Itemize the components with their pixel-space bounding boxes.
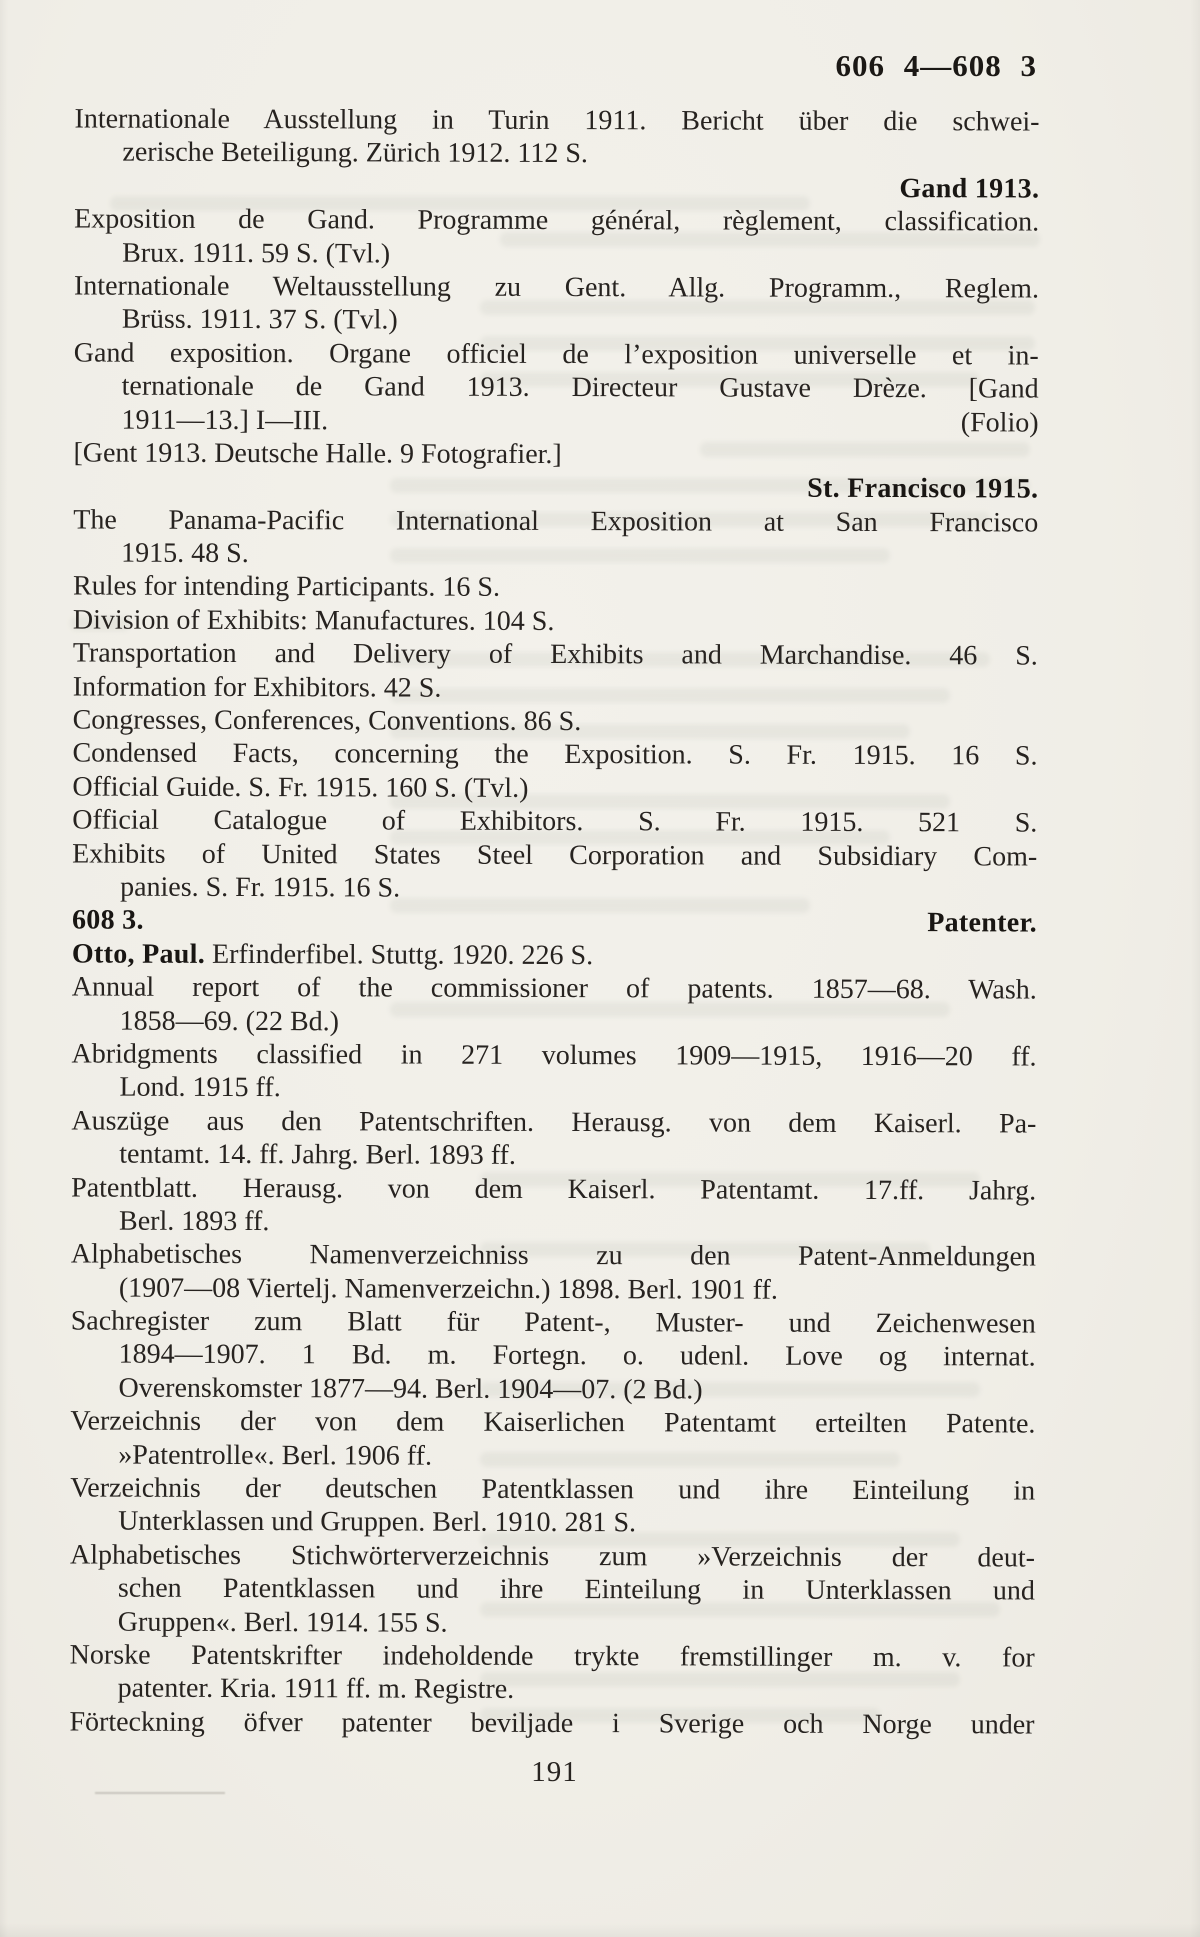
catalog-entry-line	[72, 837, 1037, 873]
line-text: Lond. 1915 ff.	[119, 1071, 281, 1104]
line-text: Auszüge aus den Patentschriften. Herausg. von dem Kaiserl. Pa-	[71, 1105, 1037, 1140]
catalog-entry-line	[70, 1672, 1035, 1708]
catalog-entry-line	[70, 1572, 1035, 1608]
line-text: zerische Beteiligung. Zürich 1912. 112 S.	[122, 137, 588, 170]
line-right-text: Patenter.	[927, 907, 1038, 939]
line-text: »Patentrolle«. Berl. 1906 ff.	[118, 1439, 433, 1472]
catalog-entry-line	[69, 1705, 1034, 1741]
line-text: The Panama-Pacific International Exposition at San Francisco	[73, 504, 1039, 539]
line-text: Internationale Weltausstellung zu Gent. Allg. Programm., Reglem.	[73, 270, 1040, 305]
catalog-entry-line	[71, 1271, 1036, 1307]
catalog-entry-line	[72, 1037, 1037, 1073]
catalog-entry-line	[72, 1004, 1037, 1040]
catalog-entry-line	[73, 637, 1038, 673]
catalog-entry-line	[74, 102, 1039, 138]
catalog-entry-line	[71, 1138, 1036, 1174]
line-text: Rules for intending Participants. 16 S.	[73, 570, 501, 604]
catalog-entry-line	[74, 203, 1039, 239]
catalog-entry-line	[73, 503, 1038, 539]
catalog-entry-line	[71, 1338, 1036, 1374]
line-text: Official Catalogue of Exhibitors. S. Fr. 1915. 521 S.	[72, 804, 1038, 839]
line-text: Förteckning öfver patenter beviljade i Sverige och Norge under	[69, 1706, 1035, 1741]
line-text: Gand 1913.	[899, 172, 1040, 205]
section-heading-st-francisco-1915	[73, 470, 1038, 506]
section-heading-gand-1913	[74, 169, 1039, 205]
catalog-entry-line	[74, 269, 1039, 305]
line-text: Gand exposition. Organe officiel de l’exposition universelle et in-	[73, 337, 1039, 372]
catalog-entry-line	[70, 1438, 1035, 1474]
line-text: Berl. 1893 ff.	[119, 1205, 270, 1237]
line-text: ternationale de Gand 1913. Directeur Gustave Drèze. [Gand	[121, 370, 1039, 405]
line-text: 1894—1907. 1 Bd. m. Fortegn. o. udenl. Love og internat.	[118, 1339, 1036, 1373]
catalog-entry-line	[72, 971, 1037, 1007]
line-text: Brüss. 1911. 37 S. (Tvl.)	[121, 303, 398, 336]
line-text: Alphabetisches Namenverzeichniss zu den Patent-Anmeldungen	[70, 1238, 1036, 1273]
line-text: Transportation and Delivery of Exhibits and Marchandise. 46 S.	[72, 637, 1038, 672]
line-text: Abridgments classified in 271 volumes 1909—1915, 1916—20 ff.	[71, 1038, 1037, 1073]
catalog-entry-line	[74, 370, 1039, 406]
catalog-entry-line	[70, 1538, 1035, 1574]
catalog-entry-line	[73, 537, 1038, 573]
line-text: Information for Exhibitors. 42 S.	[72, 671, 442, 704]
author-name: Otto, Paul.	[71, 938, 206, 970]
catalog-entry-line	[74, 303, 1039, 339]
line-text: St. Francisco 1915.	[807, 473, 1039, 505]
catalog-entry-line	[74, 403, 1039, 439]
catalog-entry-line	[71, 1104, 1036, 1140]
line-text: (1907—08 Viertelj. Namenverzeichn.) 1898. Berl. 1901 ff.	[118, 1272, 778, 1306]
line-text: 1858—69. (22 Bd.)	[119, 1005, 340, 1037]
catalog-entry-line	[71, 1071, 1036, 1107]
line-text: panies. S. Fr. 1915. 16 S.	[120, 871, 401, 904]
catalog-entry-line	[71, 1305, 1036, 1341]
line-text: Congresses, Conferences, Conventions. 86 S.	[72, 704, 582, 738]
catalog-entry-line	[70, 1471, 1035, 1507]
line-text: Alphabetisches Stichwörterverzeichnis zum »Verzeichnis der deut-	[69, 1539, 1036, 1574]
line-right-text: (Folio)	[960, 406, 1039, 439]
line-text: Exhibits of United States Steel Corporation and Subsidiary Com-	[72, 838, 1038, 873]
catalog-entry-line	[72, 770, 1037, 806]
line-text: Exposition de Gand. Programme général, règlement, classification.	[74, 203, 1040, 238]
line-text: tentamt. 14. ff. Jahrg. Berl. 1893 ff.	[119, 1138, 516, 1171]
line-text: Official Guide. S. Fr. 1915. 160 S. (Tvl.)	[72, 771, 529, 804]
line-text: Sachregister zum Blatt für Patent-, Muster- und Zeichenwesen	[70, 1305, 1036, 1340]
line-text: Verzeichnis der von dem Kaiserlichen Patentamt erteilten Patente.	[70, 1405, 1036, 1440]
catalog-entry-line	[74, 236, 1039, 272]
line-text: schen Patentklassen und ihre Einteilung in Unterklassen und	[117, 1572, 1035, 1607]
catalog-entry-line	[72, 870, 1037, 906]
page-header-classmark-range: 606 4—608 3	[835, 48, 1037, 83]
line-text: Internationale Ausstellung in Turin 1911. Bericht über die schwei-	[74, 103, 1040, 138]
catalog-entry-line	[72, 937, 1037, 973]
line-text: Unterklassen und Gruppen. Berl. 1910. 281 S.	[118, 1506, 637, 1539]
line-text: Erfinderfibel. Stuttg. 1920. 226 S.	[205, 938, 594, 971]
line-text: Patentblatt. Herausg. von dem Kaiserl. Patentamt. 17.ff. Jahrg.	[71, 1171, 1037, 1207]
pencil-mark-artifact	[95, 1792, 225, 1794]
catalog-entry-line	[70, 1505, 1035, 1541]
catalog-entries	[69, 102, 1039, 1741]
catalog-entry-line	[74, 136, 1039, 172]
line-text: 1911—13.] I—III.	[121, 404, 329, 436]
line-text: Norske Patentskrifter indeholdende trykte fremstillinger m. v. for	[69, 1639, 1035, 1674]
line-text: Verzeichnis der deutschen Patentklassen und ihre Einteilung in	[70, 1472, 1036, 1507]
catalog-entry-line	[71, 1204, 1036, 1240]
catalog-entry-line	[73, 670, 1038, 706]
catalog-entry-line	[72, 804, 1037, 840]
catalog-entry-line	[73, 436, 1038, 472]
line-text: Condensed Facts, concerning the Exposition. S. Fr. 1915. 16 S.	[72, 737, 1038, 772]
line-text: Brux. 1911. 59 S. (Tvl.)	[122, 237, 391, 270]
line-text: Overenskomster 1877—94. Berl. 1904—07. (2 Bd.)	[118, 1372, 703, 1406]
line-text: Annual report of the commissioner of patents. 1857—68. Wash.	[71, 971, 1037, 1006]
catalog-entry-line	[74, 336, 1039, 372]
catalog-entry-line	[70, 1405, 1035, 1441]
catalog-entry-line	[70, 1371, 1035, 1407]
catalog-entry-line	[71, 1238, 1036, 1274]
line-text: 1915. 48 S.	[121, 537, 249, 570]
section-heading-608-3-patenter	[72, 904, 1037, 940]
catalog-entry-line	[70, 1638, 1035, 1674]
catalog-entry-line	[73, 704, 1038, 740]
line-text: Gruppen«. Berl. 1914. 155 S.	[117, 1606, 448, 1639]
line-text: patenter. Kria. 1911 ff. m. Registre.	[117, 1672, 515, 1706]
catalog-entry-line	[72, 737, 1037, 773]
catalog-entry-line	[71, 1171, 1036, 1207]
line-text: 608 3.	[71, 904, 144, 937]
catalog-entry-line	[73, 570, 1038, 606]
catalog-entry-line	[73, 603, 1038, 639]
line-text: Division of Exhibits: Manufactures. 104 S.	[72, 604, 555, 637]
line-text: [Gent 1913. Deutsche Halle. 9 Fotografier.]	[73, 437, 562, 470]
catalog-entry-line	[70, 1605, 1035, 1641]
page-number: 191	[531, 1756, 578, 1788]
